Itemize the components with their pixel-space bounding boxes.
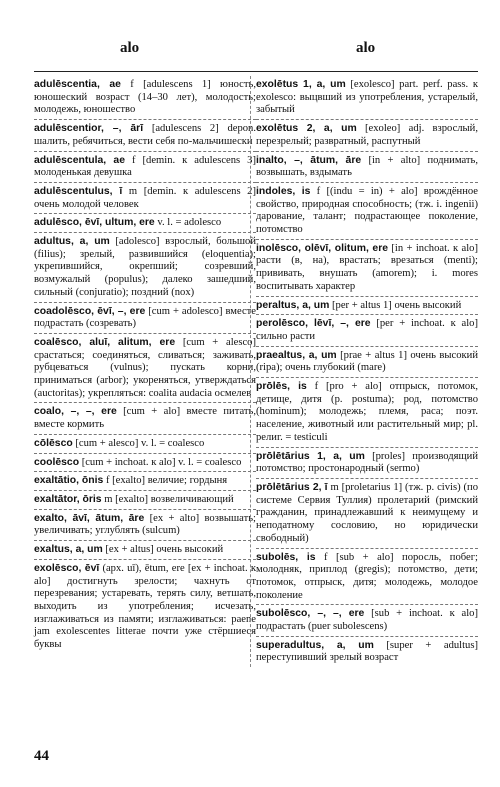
entry-headword: indoles, is: [256, 185, 311, 197]
entry-definition: [prae + altus 1] очень высокий (ripa); очень глубокий (mare): [256, 349, 478, 374]
dictionary-entry: [34, 76, 256, 120]
entry-definition: v. l. = adolesco: [154, 217, 222, 229]
entry-headword: coalo, –, –, ere: [34, 406, 117, 418]
right-column: [256, 76, 478, 667]
entry-definition: [proles] производящий потомство; простонародный (sermo): [256, 450, 478, 475]
dictionary-entry: [256, 605, 478, 636]
entry-definition: f [demin. к adulescens 3] молоденькая девушка: [34, 154, 256, 179]
entry-definition: [super + adultus] переступивший зрелый возраст: [256, 639, 479, 664]
entry-definition: [in + inchoat. к alo] расти (в, на), врастать; врезаться (menti); прививать, внушать (amorem); i. mores воспитывать характер: [256, 242, 479, 292]
entry-definition: [cum + inchoat. к alo] v. l. = coalesco: [79, 456, 242, 468]
column-top-rule: [256, 71, 478, 72]
dictionary-entry: [34, 541, 256, 560]
entry-headword: exaltus, a, um: [34, 544, 103, 556]
entry-definition: [cum + alesco] срастаться; соединяться, сливаться; заживать, рубцеваться (vulnus); пускать корни, приниматься (arbor); укореняться, утверждаться (auctoritas); укрепляться: coalita audacia осмелев: [34, 336, 256, 399]
entry-definition: f [adulescens 1] юность, юношеский возраст (14–30 лет), молодость; молодежь, юношество: [34, 79, 256, 116]
dictionary-entry: [256, 637, 478, 667]
entry-definition: f [pro + alo] отпрыск, потомок, детище, дитя (p. postuma); род, потомство (hominum); молодежь; племя, раса; поэт. население, животный или растительный мир; pl. религ. = testiculi: [256, 381, 478, 443]
dictionary-entry: [34, 435, 256, 454]
dictionary-entry: [256, 183, 478, 240]
entry-definition: m [proletarius 1] (тж. p. civis) (по системе Сервия Туллия) пролетарий (римский гражданин, принадлежавший к неимущему и неподатному сословию, но юридически свободный): [256, 481, 478, 544]
entry-definition: [adolesco] взрослый, большой (filius); зрелый, развившийся (eloquentia); укрепившийся, окрепший; созревший, возмужалый (populus); далеко зашедший, сильный (conjuratio); поздний (nox): [34, 236, 257, 298]
entry-headword: subolēsco, –, –, ere: [256, 608, 365, 620]
entry-definition: (арх. uī), ētum, ere [ex + inchoat. к alo] достигнуть зрелости; чахнуть от перезревания; устаревать, терять силу, ветшать, выходить из употребления; исчезать, изглаживаться из памяти; изглаживаться: paene jam exolescentes litterae почти уже стёршиеся буквы: [34, 562, 256, 651]
entry-headword: peraltus, a, um: [256, 299, 330, 311]
column-top-rule: [34, 71, 256, 72]
entry-definition: f [(indu = in) + alo] врождённое свойство, природная способность; (тж. i. ingenii) дарование, талант; подрастающее поколение, потомство: [256, 185, 478, 236]
dictionary-entry: [256, 378, 478, 448]
entry-headword: superadultus, a, um: [256, 639, 374, 651]
dictionary-entry: [256, 76, 478, 120]
dictionary-entry: [256, 297, 478, 316]
entry-definition: [per + altus 1] очень высокий: [329, 299, 462, 311]
entry-definition: [adulescens 2] depon. шалить, ребячиться, вести себя по-мальчишески: [34, 123, 256, 147]
entry-headword: prōlēs, is: [256, 381, 307, 393]
dictionary-entry: [34, 214, 256, 233]
dictionary-entry: [34, 334, 256, 404]
entry-definition: [exolesco] part. perf. pass. к exolesco: выцвший из употребления, устарелый, забытый: [256, 79, 478, 116]
entry-definition: m [demin. к adulescens 2] очень молодой человек: [34, 185, 257, 210]
entry-definition: m [exalto] возвеличивающий: [101, 493, 234, 505]
dictionary-entry: [34, 510, 256, 541]
dictionary-entry: [34, 152, 256, 183]
entry-headword: exolētus 2, a, um: [256, 123, 357, 135]
entry-definition: f [sub + alo] поросль, побег; молодняк, приплод (gregis); потомство, дети; потомок, отпрыск, дитя; молодежь, молодое поколение: [256, 551, 478, 601]
entry-headword: adultus, a, um: [34, 236, 110, 248]
dictionary-entry: [256, 240, 478, 297]
left-column: [34, 76, 256, 654]
entry-definition: [exoleo] adj. взрослый, перезрелый; развратный, распутный: [256, 123, 478, 147]
entry-headword: exolēsco, ēvī: [34, 562, 100, 574]
entry-headword: coadolēsco, ēvī, –, ere: [34, 305, 146, 317]
dictionary-entry: [34, 560, 256, 654]
entry-definition: [ex + alto] возвышать; увеличивать; углублять (sulcum): [34, 512, 256, 537]
dictionary-entry: [34, 233, 256, 303]
entry-headword: exaltātio, ōnis: [34, 475, 104, 487]
entry-headword: coolēsco: [34, 456, 80, 468]
entry-definition: [in + alto] поднимать, возвышать, вздымать: [256, 154, 479, 179]
dictionary-entry: [256, 479, 478, 549]
dictionary-entry: [256, 549, 478, 606]
entry-definition: [cum + alesco] v. l. = coalesco: [72, 437, 205, 449]
dictionary-entry: [256, 120, 478, 151]
dictionary-entry: [256, 315, 478, 346]
entry-definition: [cum + alo] вместе питать, вместе кормить: [34, 406, 256, 431]
entry-headword: exalto, āvī, ātum, āre: [34, 512, 145, 524]
entry-headword: inolēsco, olēvī, olitum, ere: [256, 242, 389, 254]
entry-headword: cōlēsco: [34, 437, 73, 449]
dictionary-entry: [34, 472, 256, 491]
entry-headword: prōlētārius 1, a, um: [256, 450, 365, 462]
entry-headword: inalto, –, ātum, āre: [256, 154, 362, 166]
dictionary-entry: [256, 347, 478, 378]
entry-headword: exolētus 1, a, um: [256, 79, 346, 90]
entry-definition: [sub + inchoat. к alo] подрастать (puer subolescens): [256, 608, 478, 633]
running-header-left: alo: [120, 40, 140, 56]
entry-headword: adulēscentula, ae: [34, 154, 125, 166]
entry-definition: f [exalto] величие; гордыня: [103, 475, 228, 487]
dictionary-entry: [34, 120, 256, 151]
entry-headword: perolēsco, lēvī, –, ere: [256, 318, 371, 330]
entry-headword: adulēsco, ēvī, ultum, ere: [34, 217, 155, 229]
entry-headword: coalēsco, aluī, alitum, ere: [34, 336, 176, 348]
entry-definition: [cum + adolesco] вместе подрастать (созревать): [34, 305, 256, 330]
dictionary-entry: [34, 454, 256, 473]
dictionary-entry: [34, 491, 256, 510]
entry-headword: adulēscentior, –, ārī: [34, 123, 144, 135]
entry-headword: adulēscentia, ae: [34, 79, 121, 90]
dictionary-entry: [256, 152, 478, 183]
dictionary-entry: [256, 448, 478, 479]
entry-headword: subolēs, is: [256, 551, 316, 563]
entry-definition: [per + inchoat. к alo] сильно расти: [256, 318, 479, 342]
entry-headword: praealtus, a, um: [256, 349, 337, 361]
entry-headword: prōlētārius 2, ī: [256, 481, 328, 493]
entry-definition: [ex + altus] очень высокий: [102, 544, 224, 556]
page-number: 44: [34, 748, 49, 764]
entry-headword: adulēscentulus, ī: [34, 185, 123, 197]
dictionary-entry: [34, 303, 256, 334]
entry-headword: exaltātor, ōris: [34, 493, 102, 505]
dictionary-entry: [34, 403, 256, 434]
running-header-right: alo: [356, 40, 376, 56]
dictionary-entry: [34, 183, 256, 214]
